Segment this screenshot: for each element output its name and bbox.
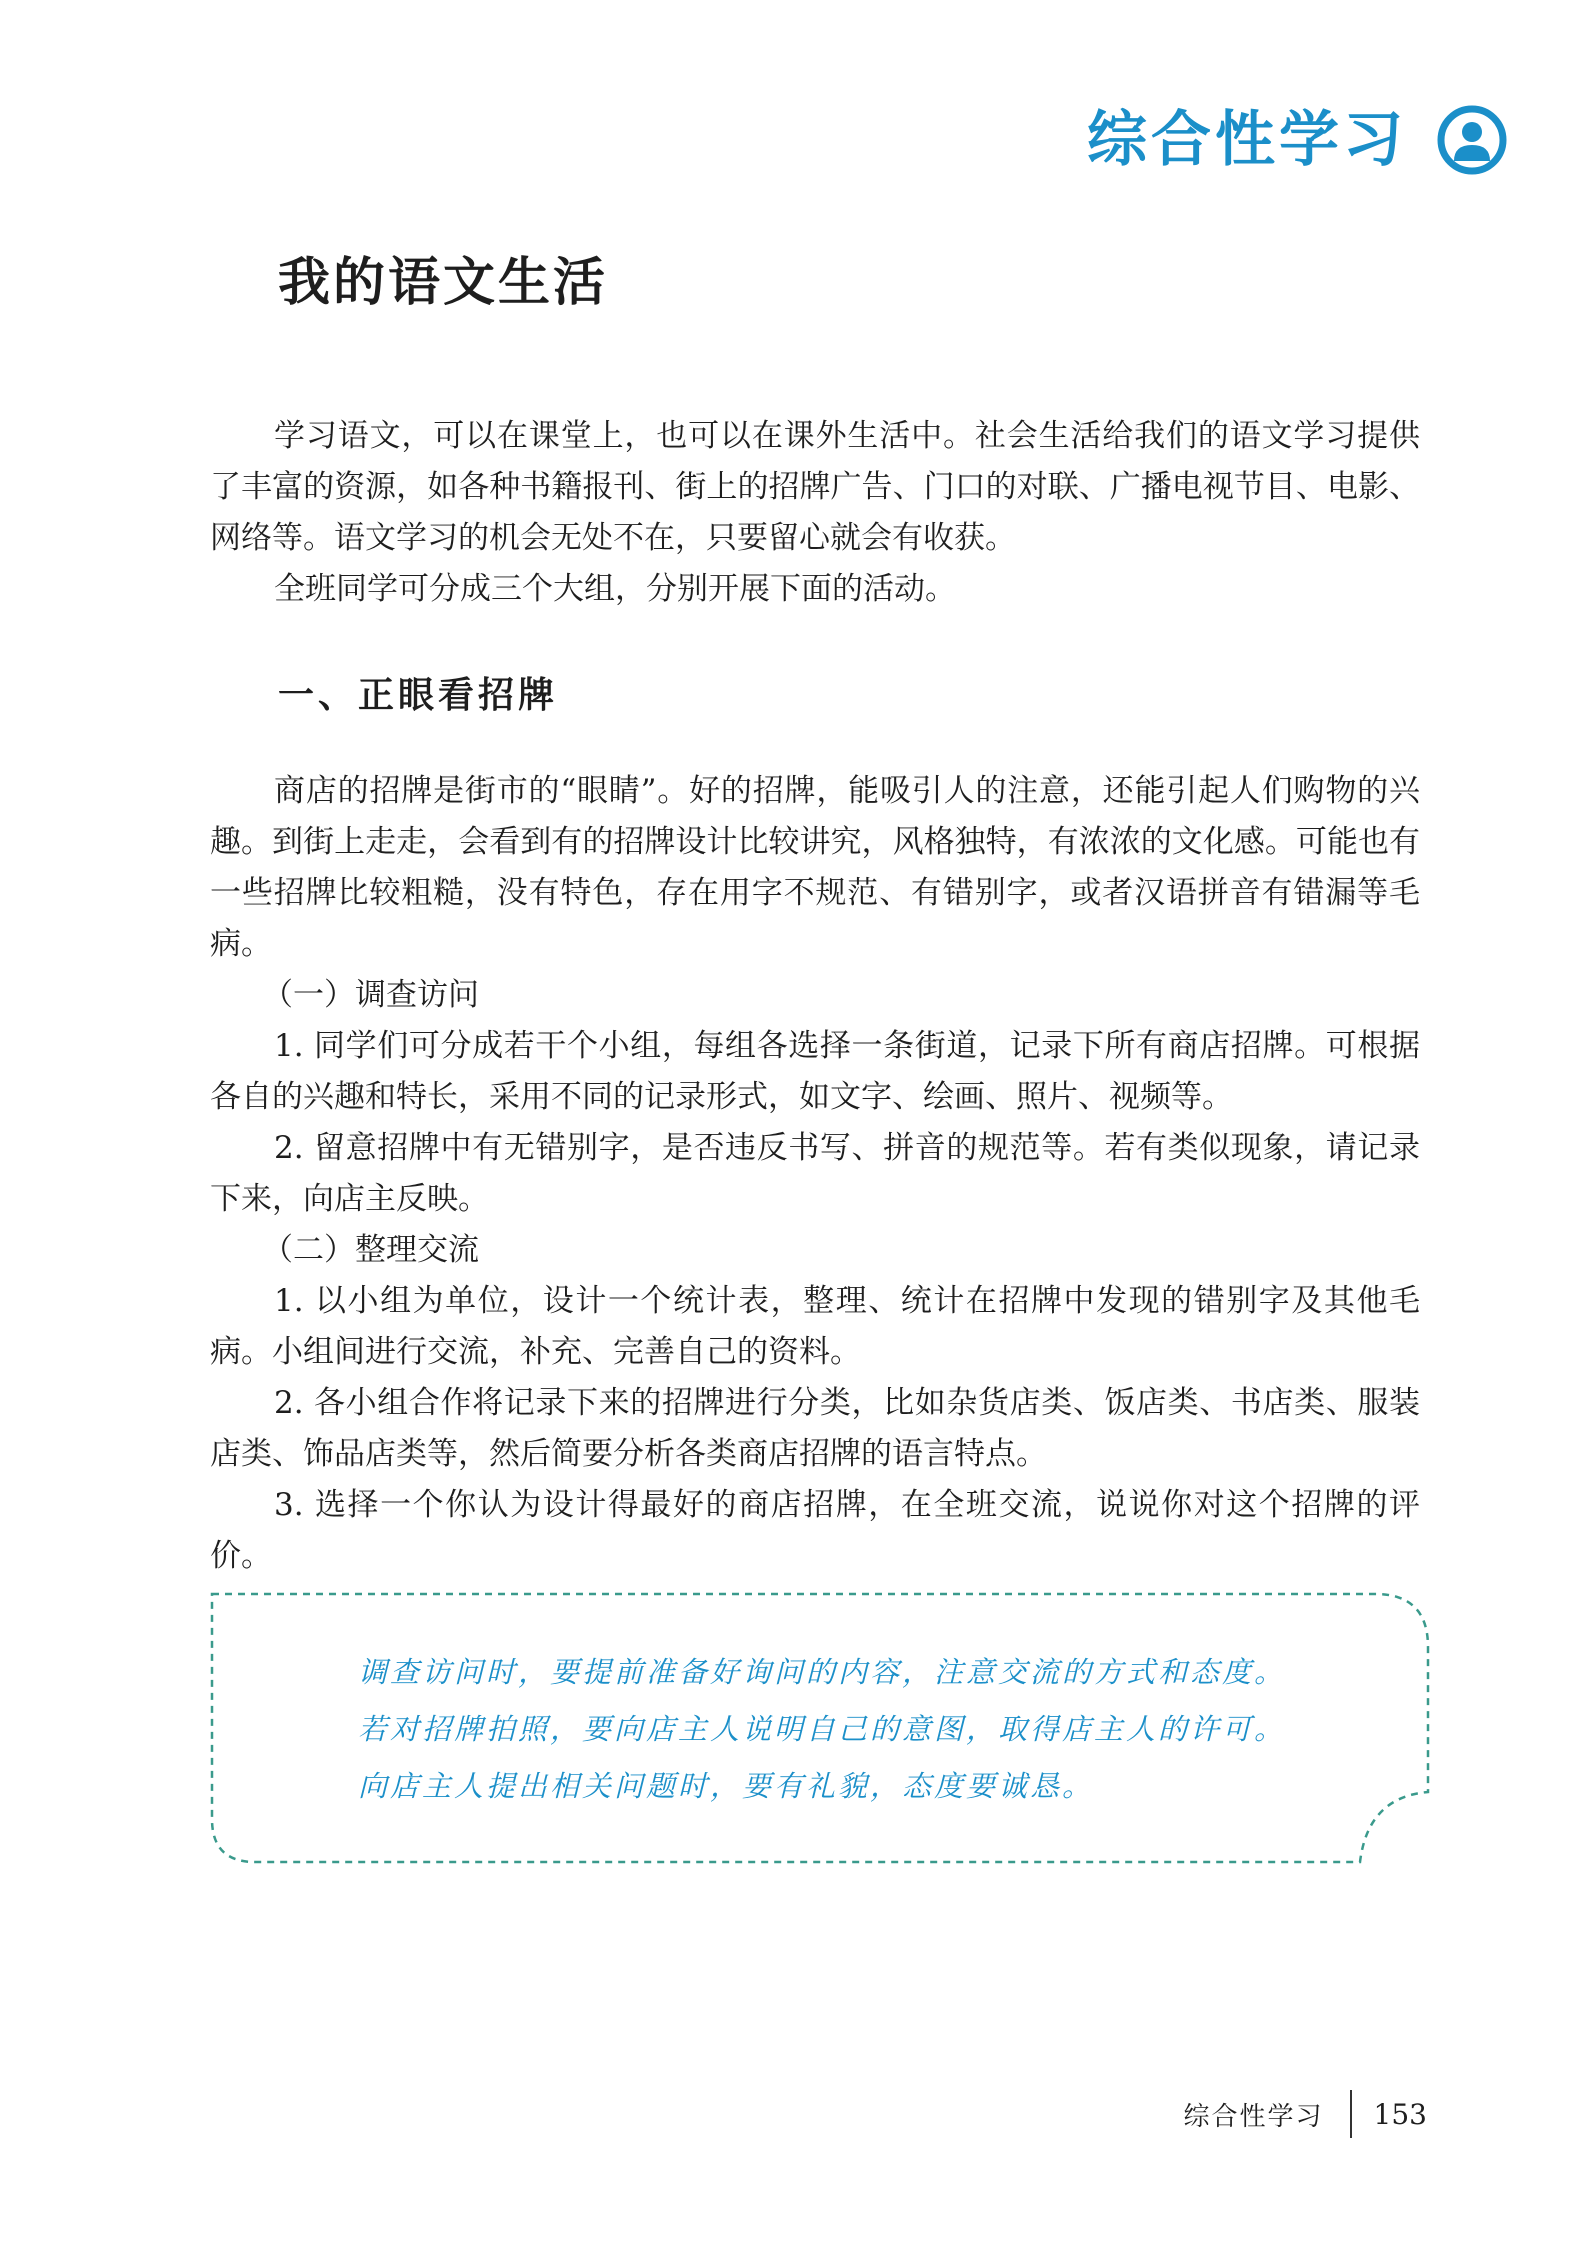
footer-section-name: 综合性学习 [1183,2101,1324,2132]
page-number: 153 [1373,2097,1427,2131]
intro-paragraph-1: 学习语文，可以在课堂上，也可以在课外生活中。社会生活给我们的语文学习提供了丰富的资源，如各种书籍报刊、街上的招牌广告、门口的对联、广播电视节目、电影、网络等。语文学习的机会无处不在，只要留心就会有收获。 [210,418,1420,556]
section-title: 综合性学习 [1087,105,1407,175]
tip-line: 调查访问时，要提前准备好询问的内容，注意交流的方式和态度。 [358,1655,1287,1689]
tip-list [358,1644,1286,1815]
organize-item-2: 2. 各小组合作将记录下来的招牌进行分类，比如杂货店类、饭店类、书店类、服装店类、饰品店类等，然后简要分析各类商店招牌的语言特点。 [210,1385,1420,1472]
section-intro-paragraph: 商店的招牌是街市的“眼睛”。好的招牌，能吸引人的注意，还能引起人们购物的兴趣。到街上走走，会看到有的招牌设计比较讲究，风格独特，有浓浓的文化感。可能也有一些招牌比较粗糙，没有特色，存在用字不规范、有错别字，或者汉语拼音有错漏等毛病。 [210,773,1420,962]
page-title: 我的语文生活 [278,253,609,313]
sub-heading-organize: （二）整理交流 [262,1232,479,1268]
tip-line: 向店主人提出相关问题时，要有礼貌，态度要诚恳。 [358,1769,1095,1803]
intro-paragraph-2: 全班同学可分成三个大组，分别开展下面的活动。 [274,571,956,607]
page-header [1087,100,1507,180]
person-circle-icon [1437,105,1507,175]
page-footer [1184,2090,1427,2138]
survey-item-1: 1. 同学们可分成若干个小组，每组各选择一条街道，记录下所有商店招牌。可根据各自的兴趣和特长，采用不同的记录形式，如文字、绘画、照片、视频等。 [210,1028,1420,1115]
tip-line: 若对招牌拍照，要向店主人说明自己的意图，取得店主人的许可。 [358,1712,1287,1746]
organize-item-3: 3. 选择一个你认为设计得最好的商店招牌，在全班交流，说说你对这个招牌的评价。 [210,1487,1420,1574]
sub-heading-survey: （一）调查访问 [262,977,479,1013]
survey-item-2: 2. 留意招牌中有无错别字，是否违反书写、拼音的规范等。若有类似现象，请记录下来，向店主反映。 [210,1130,1420,1217]
tip-box [210,1592,1430,1864]
organize-item-1: 1. 以小组为单位，设计一个统计表，整理、统计在招牌中发现的错别字及其他毛病。小组间进行交流，补充、完善自己的资料。 [210,1283,1420,1370]
section-heading: 一、正眼看招牌 [278,675,559,716]
